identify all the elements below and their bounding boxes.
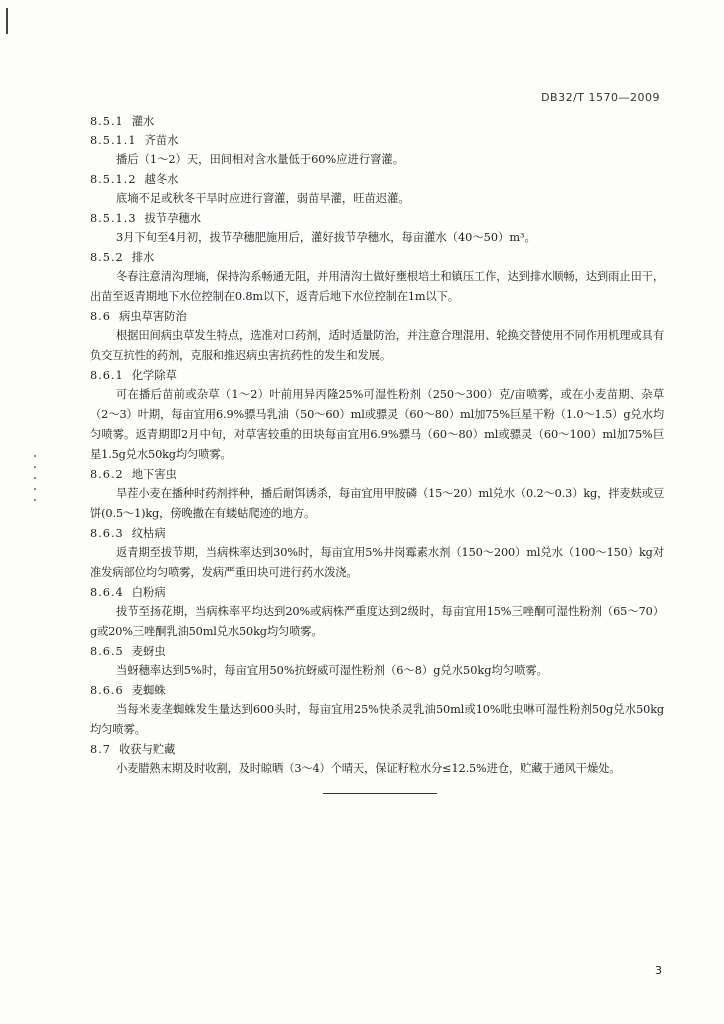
paragraph: 可在播后苗前或杂草（1～2）叶前用异丙隆25%可湿性粉剂（250～300）克/亩喷雾，或在小麦苗期、杂草（2～3）叶期，每亩宜用6.9%骠马乳油（50～60）ml或骠灵（60～80）ml加75%巨星干粉（1.0～1.5）g兑水均匀喷雾。返青期即2月中旬，对草害较重的田块每亩宜用6.9%骠马（60～80）ml或骠灵（60～100）ml加75%巨星1.5g兑水50kg均匀喷雾。 <box>90 388 664 461</box>
section-heading: 8.6 病虫草害防治 <box>90 310 187 323</box>
section-heading: 8.6.5 麦蚜虫 <box>90 645 166 658</box>
paragraph: 播后（1～2）天，田间相对含水量低于60%应进行窨灌。 <box>115 153 405 166</box>
paragraph: 3月下旬至4月初，拔节孕穗肥施用后，灌好拔节孕穗水，每亩灌水（40～50）m³。 <box>115 231 536 244</box>
scan-edge-mark <box>6 8 8 34</box>
document-code: DB32/T 1570—2009 <box>541 91 660 104</box>
document-body <box>90 112 664 779</box>
page-number: 3 <box>655 964 662 977</box>
end-rule <box>323 793 437 794</box>
section-heading: 8.6.4 白粉病 <box>90 586 166 599</box>
paragraph: 底墒不足或秋冬干旱时应进行窨灌，弱苗早灌，旺苗迟灌。 <box>115 192 410 205</box>
paragraph: 当每米麦垄蜘蛛发生量达到600头时，每亩宜用25%快杀灵乳油50ml或10%吡虫啉可湿性粉剂50g兑水50kg均匀喷雾。 <box>90 703 664 736</box>
paragraph: 返青期至拔节期，当病株率达到30%时，每亩宜用5%井岗霉素水剂（150～200）ml兑水（100～150）kg对准发病部位均匀喷雾，发病严重田块可进行药水泼浇。 <box>90 546 664 579</box>
section-heading: 8.7 收获与贮藏 <box>90 743 176 756</box>
paragraph: 拔节至扬花期，当病株率平均达到20%或病株严重度达到2级时，每亩宜用15%三唑酮可湿性粉剂（65～70）g或20%三唑酮乳油50ml兑水50kg均匀喷雾。 <box>90 605 664 638</box>
section-heading: 8.6.3 纹枯病 <box>90 527 166 540</box>
section-heading: 8.5.1.2 越冬水 <box>90 173 179 186</box>
paragraph: 冬春注意清沟理墒，保持沟系畅通无阻，并用清沟土做好壅根培土和镇压工作，达到排水顺畅，达到雨止田干，出苗至返青期地下水位控制在0.8m以下，返青后地下水位控制在1m以下。 <box>90 270 664 303</box>
paragraph: 当蚜穗率达到5%时，每亩宜用50%抗蚜威可湿性粉剂（6～8）g兑水50kg均匀喷雾。 <box>115 664 548 677</box>
paragraph: 根据田间病虫草发生特点，选准对口药剂，适时适量防治，并注意合理混用、轮换交替使用不同作用机理或具有负交互抗性的药剂，克服和推迟病虫害抗药性的发生和发展。 <box>90 329 664 362</box>
paragraph: 旱茬小麦在播种时药剂拌种，播后耐饵诱杀，每亩宜用甲胺磷（15～20）ml兑水（0.2～0.3）kg，拌麦麸或豆饼(0.5～1)kg，傍晚撒在有蝼蛄爬迹的地方。 <box>90 487 664 520</box>
paragraph: 小麦腊熟末期及时收割，及时晾晒（3～4）个晴天，保证籽粒水分≤12.5%进仓，贮藏于通风干燥处。 <box>115 762 621 775</box>
section-heading: 8.6.2 地下害虫 <box>90 468 177 481</box>
section-heading: 8.6.1 化学除草 <box>90 369 177 382</box>
binding-dots <box>34 455 37 510</box>
section-heading: 8.5.1.3 拔节孕穗水 <box>90 212 202 225</box>
section-heading: 8.6.6 麦蜘蛛 <box>90 684 166 697</box>
section-heading: 8.5.1 灌水 <box>90 115 155 128</box>
section-heading: 8.5.1.1 齐苗水 <box>90 134 179 147</box>
section-heading: 8.5.2 排水 <box>90 251 155 264</box>
